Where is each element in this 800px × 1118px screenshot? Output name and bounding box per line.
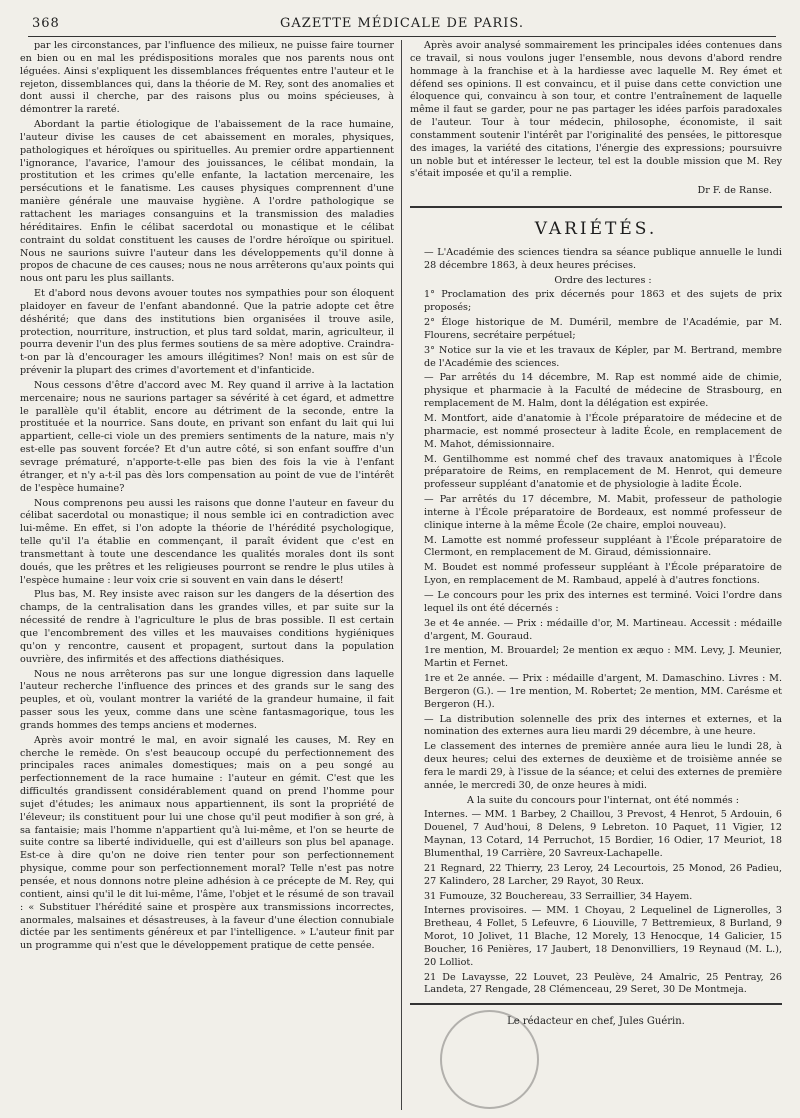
closing-divider xyxy=(410,1003,782,1005)
news-item: — L'Académie des sciences tiendra sa séance publique annuelle le lundi 28 décembre 1863, à deux heures précises. xyxy=(424,246,782,271)
library-stamp xyxy=(440,1010,539,1109)
news-item: Internes. — MM. 1 Barbey, 2 Chaillou, 3 Prevost, 4 Henrot, 5 Ardouin, 6 Douenel, 7 Aud'houi, 8 Delens, 9 Lebreton. 10 Paquet, 11 Vigier, 12 Maynan, 13 Cotard, 14 Perruchot, 15 Bordier, 16 Odier, 17 Meuriot, 18 Blumenthal, 19 Carrière, 20 Savreux-Lachapelle. xyxy=(424,809,782,860)
column-divider xyxy=(401,40,402,1110)
news-item: 21 Regnard, 22 Thierry, 23 Leroy, 24 Lecourtois, 25 Monod, 26 Padieu, 27 Kalindero, 28 Larcher, 29 Rayot, 30 Reux. xyxy=(424,862,782,887)
editor-line: Le rédacteur en chef, Jules Guérin. xyxy=(507,1016,685,1028)
left-paragraph: Abordant la partie étiologique de l'abaissement de la race humaine, l'auteur divise les causes de cet abaissement en morales, physiques, pathologiques et héroïques ou spirituelles. Au premier ordre appartiennent l'ignorance, l'avarice, l'amour des jouissances, le célibat mondain, la prostitution et les crimes qu'elle enfante, la lactation mercenaire, les persécutions et le fanatisme. Les causes physiques comprennent d'une manière générale une mauvaise hygiène. A l'ordre pathologique se rattachent les mariages consanguins et la transmission des maladies héréditaires. Enfin le célibat sacerdotal ou monastique et le célibat contraint du soldat constituent les causes de l'ordre héroïque ou spirituel. Nous ne saurions suivre l'auteur dans les développements qu'il donne à propos de chacune de ces causes; nous ne nous arrêterons qu'aux points qui nous ont paru les plus saillants. xyxy=(20,119,394,285)
news-item: 1° Proclamation des prix décernés pour 1863 et des sujets de prix proposés; xyxy=(424,289,782,314)
news-item: M. Montfort, aide d'anatomie à l'École préparatoire de médecine et de pharmacie, est nommé prosecteur à ladite École, en remplacement de M. Mahot, démissionnaire. xyxy=(424,413,782,450)
journal-title: GAZETTE MÉDICALE DE PARIS. xyxy=(280,16,524,31)
news-item: Internes provisoires. — MM. 1 Choyau, 2 Lequelinel de Lignerolles, 3 Bretheau, 4 Follet, 5 Lefeuvre, 6 Liouville, 7 Bettremieux, 8 Burland, 9 Morot, 10 Jolivet, 11 Blache, 12 Morely, 13 Henocque, 14 Galicier, 15 Boucher, 16 Penières, 17 Jaubert, 18 Denonvilliers, 19 Reynaud (M. L.), 20 Lolliot. xyxy=(424,905,782,968)
news-item: 21 De Lavaysse, 22 Louvet, 23 Peulève, 24 Amalric, 25 Pentray, 26 Landeta, 27 Rengade, 28 Clémenceau, 29 Seret, 30 De Montmeja. xyxy=(424,971,782,996)
news-item: A la suite du concours pour l'internat, ont été nommés : xyxy=(467,794,739,806)
section-title: VARIÉTÉS. xyxy=(534,219,658,240)
news-item: M. Lamotte est nommé professeur suppléant à l'École préparatoire de Clermont, en remplacement de M. Giraud, démissionnaire. xyxy=(424,534,782,559)
left-paragraph: Après avoir montré le mal, en avoir signalé les causes, M. Rey en cherche le remède. On s'est beaucoup occupé du perfectionnement des principales races animales domestiques; mais on a peu songé au perfectionnement de la race humaine : l'auteur en gémit. C'est que les difficultés grandissent considérablement quand on prend l'homme pour sujet d'études; les animaux nous appartiennent, ils sont la propriété de l'éleveur; ils constituent pour lui une chose qu'il peut modifier à son gré, à sa fantaisie; mais l'homme n'appartient qu'à lui-même, et l'on se heurte de suite contre sa liberté individuelle, qui est d'ailleurs son plus bel apanage. Est-ce à dire qu'on ne doive rien tenter pour son perfectionnement physique, comme pour son perfectionnement moral? Telle n'est pas notre pensée, et nous donnons notre pleine adhésion à ce précepte de M. Rey, qui contient, ainsi qu'il le dit lui-même, l'âme, l'objet et le résumé de son travail : « Substituer l'hérédité saine et prospère aux transmissions incorrectes, anormales, malsaines et désastreuses, à la faveur d'une élection connubiale dictée par les sentiments généreux et par l'intelligence. » L'auteur finit par un programme qui n'est que le développement pratique de cette pensée. xyxy=(20,734,394,952)
left-paragraph: par les circonstances, par l'influence des milieux, ne puisse faire tourner en bien ou en mal les prédispositions morales que nos parents nous ont léguées. Ainsi s'expliquent les dissemblances fréquentes entre l'auteur et le rejeton, dissemblances qui, dans la théorie de M. Rey, sont des anomalies et dont aussi il cherche, par des raisons plus ou moins spécieuses, à démontrer la rareté. xyxy=(20,40,394,116)
left-paragraph: Nous ne nous arrêterons pas sur une longue digression dans laquelle l'auteur recherche l'influence des princes et des grands sur le sang des peuples, et où, voulant montrer la variété de la grandeur humaine, il fait passer sous les yeux, comme dans une scène fantasmagorique, tous les grands hommes des temps anciens et modernes. xyxy=(20,668,394,731)
left-paragraph: Plus bas, M. Rey insiste avec raison sur les dangers de la désertion des champs, de la centralisation dans les grandes villes, et par suite sur la nécessité de rendre à l'agriculture le plus de bras possible. Il est certain que l'encombrement des villes et les mauvaises conditions hygiéniques qu'on y rencontre, causent et propagent, surtout dans la population ouvrière, des infirmités et des affections diathésiques. xyxy=(20,589,394,665)
news-item: — La distribution solennelle des prix des internes et externes, et la nomination des externes aura lieu mardi 29 décembre, à une heure. xyxy=(424,713,782,738)
news-item: 3e et 4e année. — Prix : médaille d'or, M. Martineau. Accessit : médaille d'argent, M. Gouraud. xyxy=(424,617,782,642)
author-signature: Dr F. de Ranse. xyxy=(697,185,772,197)
page-header xyxy=(28,14,776,37)
news-item: M. Boudet est nommé professeur suppléant à l'École préparatoire de Lyon, en remplacement de M. Rambaud, appelé à d'autres fonctions. xyxy=(424,562,782,587)
left-column xyxy=(20,40,394,1108)
left-paragraph: Et d'abord nous devons avouer toutes nos sympathies pour son éloquent plaidoyer en faveur de l'enfant abandonné. Que la patrie adopte cet être déshérité; que dans des institutions bien organisées il trouve asile, protection, nourriture, instruction, et plus tard soldat, marin, agriculteur, il pourra devenir l'un des plus fermes soutiens de sa mère adoptive. Craindra-t-on par là d'encourager les amours illégitimes? Non! mais on est sûr de prévenir la plupart des crimes d'avortement et d'infanticide. xyxy=(20,288,394,377)
news-item: M. Gentilhomme est nommé chef des travaux anatomiques à l'École préparatoire de Reims, en remplacement de M. Henrot, qui demeure professeur suppléant d'anatomie et de physiologie à ladite École. xyxy=(424,453,782,491)
section-divider xyxy=(410,206,782,208)
news-item: 3° Notice sur la vie et les travaux de Képler, par M. Bertrand, membre de l'Académie des sciences. xyxy=(424,344,782,369)
news-item: Ordre des lectures : xyxy=(554,274,652,286)
news-item: — Par arrêtés du 17 décembre, M. Mabit, professeur de pathologie interne à l'École préparatoire de Bordeaux, est nommé professeur de clinique interne à la même École (2e chaire, emploi nouveau). xyxy=(424,494,782,531)
news-item: 1re mention, M. Brouardel; 2e mention ex æquo : MM. Levy, J. Meunier, Martin et Fernet. xyxy=(424,645,782,670)
left-paragraph: Nous comprenons peu aussi les raisons que donne l'auteur en faveur du célibat sacerdotal ou monastique; il nous semble ici en contradiction avec lui-même. En effet, si l'on adopte la théorie de l'hérédité psychologique, telle qu'il l'a établie en commençant, il paraît évident que c'est en transmettant à toute une descendance les qualités morales dont ils sont doués, que les prêtres et les religieuses pourront se rendre le plus utiles à l'espèce humaine : leur voix crie si souvent en vain dans le désert! xyxy=(20,497,394,586)
news-item: 1re et 2e année. — Prix : médaille d'argent, M. Damaschino. Livres : M. Bergeron (G.). — 1re mention, M. Robertet; 2e mention, MM. Carésme et Bergeron (H.). xyxy=(424,673,782,710)
review-conclusion: Après avoir analysé sommairement les principales idées contenues dans ce travail, si nous voulons juger l'ensemble, nous devons d'abord rendre hommage à la franchise et à la hardiesse avec laquelle M. Rey émet et défend ses opinions. Il est convaincu, et il puise dans cette conviction une éloquence qui, convaincu à son tour, et contre l'entraînement de laquelle même il faut se garder, pour ne pas partager les idées parfois paradoxales de l'auteur. Tour à tour médecin, philosophe, économiste, il sait constamment soutenir l'intérêt par l'originalité des pensées, le pittoresque des images, la variété des citations, l'énergie des expressions; poursuivre un noble but et intéresser le lecteur, tel est la double mission que M. Rey s'était imposée et qu'il a remplie. xyxy=(410,40,782,180)
news-item: Le classement des internes de première année aura lieu le lundi 28, à deux heures; celui des externes de deuxième et de troisième année se fera le mardi 29, à l'issue de la séance; et celui des externes de première année, le mercredi 30, de onze heures à midi. xyxy=(424,741,782,791)
right-column xyxy=(410,40,782,1108)
news-item: 2° Éloge historique de M. Duméril, membre de l'Académie, par M. Flourens, secrétaire perpétuel; xyxy=(424,317,782,341)
news-item: — Par arrêtés du 14 décembre, M. Rap est nommé aide de chimie, physique et pharmacie à la Faculté de médecine de Strasbourg, en remplacement de M. Halm, dont la délégation est expirée. xyxy=(424,372,782,410)
page-number: 368 xyxy=(32,16,60,31)
news-item: — Le concours pour les prix des internes est terminé. Voici l'ordre dans lequel ils ont été décernés : xyxy=(424,589,782,614)
news-item: 31 Fumouze, 32 Bouchereau, 33 Serraillier, 34 Hayem. xyxy=(424,890,693,902)
varietes-list xyxy=(410,247,782,997)
left-paragraph: Nous cessons d'être d'accord avec M. Rey quand il arrive à la lactation mercenaire; nous ne saurions partager sa sévérité à cet égard, et admettre le parallèle qu'il établit, encore au détriment de la seconde, entre la prostituée et la nourrice. Sans doute, en privant son enfant du lait qui lui appartient, celle-ci viole un des premiers sentiments de la nature, mais n'y est-elle pas souvent forcée? Et d'un autre côté, si son enfant souffre d'un sevrage prématuré, n'apporte-t-elle pas bien des fois la vie à l'enfant étranger, et n'y a-t-il pas dès lors compensation au point de vue de l'intérêt de l'espèce humaine? xyxy=(20,379,394,494)
